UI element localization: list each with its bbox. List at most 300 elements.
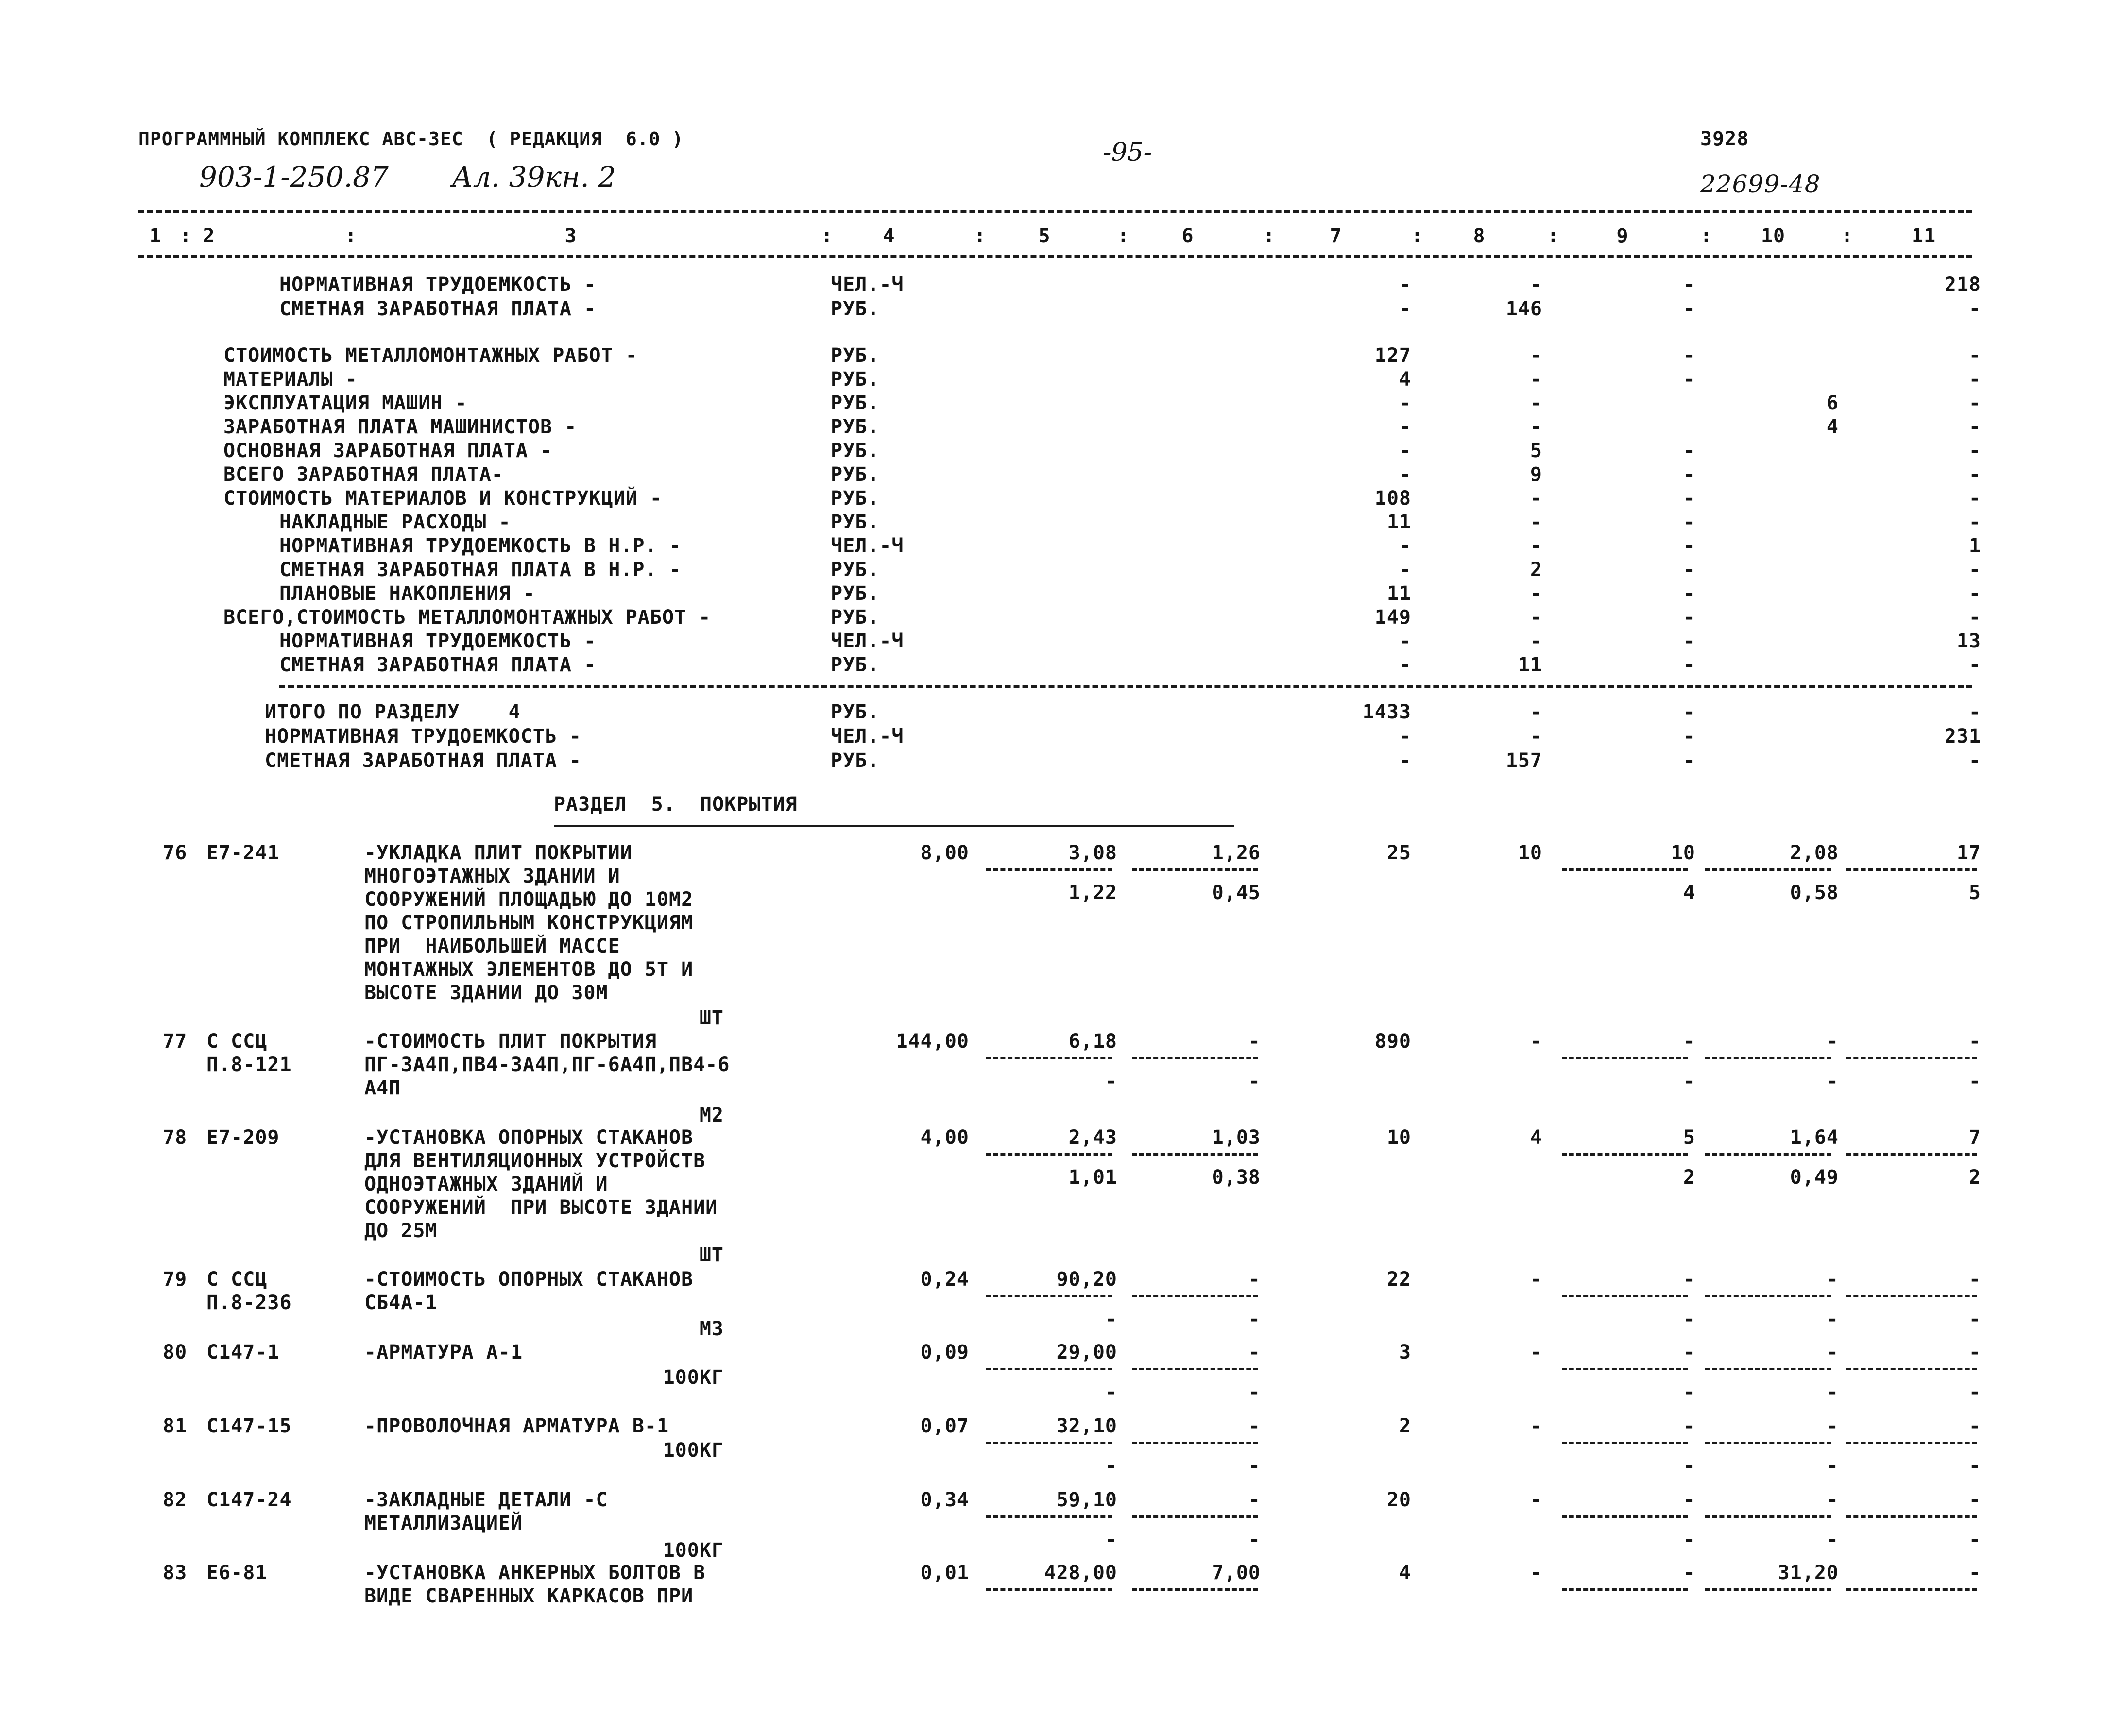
item-c5: 2,43 <box>1068 1126 1117 1149</box>
item-c4: 0,07 <box>920 1415 969 1437</box>
metal-row-c8: - <box>1530 606 1542 629</box>
labor-row-c9: - <box>1683 298 1695 320</box>
metal-row-c11: - <box>1968 416 1981 438</box>
item-c6: - <box>1248 1030 1261 1053</box>
item-subrule <box>986 1588 1112 1591</box>
item-c9: - <box>1683 1415 1695 1437</box>
labor-row-c8: 146 <box>1505 298 1542 320</box>
item-subrule <box>1846 1153 1977 1156</box>
metal-row-c9: - <box>1683 511 1695 533</box>
item-number: 81 <box>163 1415 188 1437</box>
item-c11: - <box>1968 1341 1981 1363</box>
metal-row-c8: 2 <box>1530 559 1542 581</box>
item-c10b: - <box>1826 1381 1839 1403</box>
item-c9b: 4 <box>1683 882 1695 904</box>
item-c9b: - <box>1683 1308 1695 1330</box>
item-c4: 0,24 <box>920 1268 969 1291</box>
item-c5b: - <box>1105 1455 1117 1477</box>
column-number: 6 <box>1181 225 1194 247</box>
item-c6b: - <box>1248 1529 1261 1551</box>
column-separator: : <box>1700 225 1713 247</box>
program-title: ПРОГРАММНЫЙ КОМПЛЕКС АВС-3ЕС ( РЕДАКЦИЯ 6.0 ) <box>138 128 684 150</box>
metal-row-c7: 127 <box>1374 344 1411 367</box>
metal-row-c11: - <box>1968 487 1981 510</box>
metal-row-label: СТОИМОСТЬ МАТЕРИАЛОВ И КОНСТРУКЦИЙ - <box>223 487 662 510</box>
metal-row-unit: ЧЕЛ.-Ч <box>831 535 904 557</box>
metal-row-c9: - <box>1683 559 1695 581</box>
item-c10: - <box>1826 1341 1839 1363</box>
metal-row-label: НОРМАТИВНАЯ ТРУДОЕМКОСТЬ - <box>279 630 597 652</box>
item-c9: - <box>1683 1030 1695 1053</box>
item-subrule <box>1846 1442 1977 1444</box>
item-c11: - <box>1968 1030 1981 1053</box>
item-c6b: - <box>1248 1455 1261 1477</box>
item-c9b: - <box>1683 1455 1695 1477</box>
column-separator: : <box>1263 225 1276 247</box>
total-row-c7: - <box>1399 725 1411 748</box>
item-unit: ШТ <box>699 1007 724 1029</box>
item-subrule <box>1705 1295 1831 1297</box>
item-c11: - <box>1968 1268 1981 1291</box>
metal-row-c9: - <box>1683 630 1695 652</box>
item-c9: - <box>1683 1489 1695 1511</box>
item-c5b: 1,01 <box>1068 1166 1117 1189</box>
item-c5b: - <box>1105 1308 1117 1330</box>
metal-row-c11: - <box>1968 559 1981 581</box>
metal-row-label: МАТЕРИАЛЫ - <box>223 368 358 391</box>
metal-row-c8: - <box>1530 416 1542 438</box>
item-subrule <box>986 1153 1112 1156</box>
labor-row-label: СМЕТНАЯ ЗАРАБОТНАЯ ПЛАТА - <box>279 298 597 320</box>
metal-row-unit: РУБ. <box>831 368 880 391</box>
column-number: 7 <box>1330 225 1342 247</box>
item-c6b: - <box>1248 1070 1261 1092</box>
item-description: -СТОИМОСТЬ ПЛИТ ПОКРЫТИЯ ПГ-3А4П,ПВ4-3А4П,ПГ-6А4П,ПВ4-6 А4П <box>364 1030 730 1099</box>
item-number: 82 <box>163 1489 188 1511</box>
metal-row-c7: - <box>1399 392 1411 414</box>
total-row-c8: - <box>1530 725 1542 748</box>
labor-row-unit: ЧЕЛ.-Ч <box>831 273 904 296</box>
metal-row-c11: - <box>1968 368 1981 391</box>
metal-row-c9: - <box>1683 368 1695 391</box>
labor-row-c7: - <box>1399 273 1411 296</box>
item-subrule <box>1846 1368 1977 1370</box>
sheet-code: 3928 <box>1700 128 1749 150</box>
column-separator: : <box>821 225 834 247</box>
metal-row-c10: 6 <box>1826 392 1839 414</box>
item-c7: 10 <box>1386 1126 1411 1149</box>
item-subrule <box>1132 1153 1258 1156</box>
item-c6: 7,00 <box>1212 1562 1261 1584</box>
item-c8: - <box>1530 1415 1542 1437</box>
metal-row-c7: - <box>1399 559 1411 581</box>
item-c7: 22 <box>1386 1268 1411 1291</box>
item-c11b: - <box>1968 1070 1981 1092</box>
item-subrule <box>1132 1515 1258 1518</box>
item-subrule <box>1705 1442 1831 1444</box>
item-c6: - <box>1248 1415 1261 1437</box>
item-subrule <box>1562 1515 1688 1518</box>
metal-row-label: СТОИМОСТЬ МЕТАЛЛОМОНТАЖНЫХ РАБОТ - <box>223 344 638 367</box>
item-c6: - <box>1248 1341 1261 1363</box>
item-subrule <box>1132 868 1258 871</box>
metal-row-c11: - <box>1968 654 1981 676</box>
item-c10: - <box>1826 1030 1839 1053</box>
metal-row-unit: ЧЕЛ.-Ч <box>831 630 904 652</box>
item-c9b: - <box>1683 1381 1695 1403</box>
item-c10b: 0,58 <box>1790 882 1839 904</box>
labor-row-c7: - <box>1399 298 1411 320</box>
metal-row-c8: - <box>1530 630 1542 652</box>
column-number: 10 <box>1761 225 1786 247</box>
item-subrule <box>1562 1057 1688 1059</box>
item-c6b: 0,45 <box>1212 882 1261 904</box>
metal-row-c11: - <box>1968 606 1981 629</box>
column-number: 5 <box>1038 225 1051 247</box>
item-subrule <box>1562 868 1688 871</box>
item-subrule <box>986 1515 1112 1518</box>
total-row-label: СМЕТНАЯ ЗАРАБОТНАЯ ПЛАТА - <box>265 749 582 772</box>
total-row-c8: 157 <box>1505 749 1542 772</box>
item-subrule <box>986 1295 1112 1297</box>
column-number: 4 <box>883 225 895 247</box>
item-subrule <box>1705 1153 1831 1156</box>
item-c10: 31,20 <box>1778 1562 1839 1584</box>
item-c11: - <box>1968 1415 1981 1437</box>
metal-row-c8: - <box>1530 535 1542 557</box>
item-c9: - <box>1683 1268 1695 1291</box>
metal-row-unit: РУБ. <box>831 559 880 581</box>
item-c5b: 1,22 <box>1068 882 1117 904</box>
item-c9: 10 <box>1671 842 1695 864</box>
metal-row-unit: РУБ. <box>831 606 880 629</box>
metal-row-label: НАКЛАДНЫЕ РАСХОДЫ - <box>279 511 511 533</box>
metal-row-label: ВСЕГО,СТОИМОСТЬ МЕТАЛЛОМОНТАЖНЫХ РАБОТ - <box>223 606 711 629</box>
item-subrule <box>1562 1153 1688 1156</box>
metal-row-c7: - <box>1399 654 1411 676</box>
item-c6b: - <box>1248 1381 1261 1403</box>
item-description: -УСТАНОВКА АНКЕРНЫХ БОЛТОВ В ВИДЕ СВАРЕННЫХ КАРКАСОВ ПРИ <box>364 1562 706 1607</box>
total-row-unit: ЧЕЛ.-Ч <box>831 725 904 748</box>
metal-row-c9: - <box>1683 487 1695 510</box>
item-code: С ССЦ П.8-236 <box>206 1268 292 1314</box>
item-subrule <box>1705 1368 1831 1370</box>
item-code: С147-15 <box>206 1415 292 1437</box>
item-c10: - <box>1826 1415 1839 1437</box>
item-c6: 1,26 <box>1212 842 1261 864</box>
item-c8: - <box>1530 1341 1542 1363</box>
item-c10: - <box>1826 1489 1839 1511</box>
item-c4: 0,01 <box>920 1562 969 1584</box>
item-c8: 4 <box>1530 1126 1542 1149</box>
column-number: 11 <box>1911 225 1936 247</box>
column-separator: : <box>180 225 192 247</box>
column-separator: : <box>1117 225 1130 247</box>
column-number: 2 <box>203 225 215 247</box>
metal-row-c8: - <box>1530 344 1542 367</box>
item-subrule <box>1846 1588 1977 1591</box>
metal-row-c9: - <box>1683 606 1695 629</box>
item-subrule <box>1705 1515 1831 1518</box>
total-row-label: НОРМАТИВНАЯ ТРУДОЕМКОСТЬ - <box>265 725 582 748</box>
metal-row-c8: 9 <box>1530 463 1542 486</box>
metal-row-c8: - <box>1530 368 1542 391</box>
item-subrule <box>986 868 1112 871</box>
item-subrule <box>1562 1588 1688 1591</box>
item-subrule <box>1132 1057 1258 1059</box>
item-unit: 100КГ <box>663 1366 724 1389</box>
item-c7: 4 <box>1399 1562 1411 1584</box>
metal-row-c8: 5 <box>1530 440 1542 462</box>
item-subrule <box>1562 1368 1688 1370</box>
item-c5: 90,20 <box>1056 1268 1117 1291</box>
metal-row-unit: РУБ. <box>831 463 880 486</box>
item-subrule <box>1132 1442 1258 1444</box>
item-number: 80 <box>163 1341 188 1363</box>
labor-row-c9: - <box>1683 273 1695 296</box>
item-c7: 20 <box>1386 1489 1411 1511</box>
labor-row-unit: РУБ. <box>831 298 880 320</box>
item-c11: - <box>1968 1562 1981 1584</box>
item-c7: 2 <box>1399 1415 1411 1437</box>
column-number: 1 <box>149 225 162 247</box>
item-c5: 6,18 <box>1068 1030 1117 1053</box>
metal-row-c8: - <box>1530 582 1542 605</box>
metal-row-c9: - <box>1683 654 1695 676</box>
item-c6b: - <box>1248 1308 1261 1330</box>
item-code: Е7-209 <box>206 1126 280 1149</box>
item-c10b: - <box>1826 1308 1839 1330</box>
metal-row-c7: 4 <box>1399 368 1411 391</box>
section-title: РАЗДЕЛ 5. ПОКРЫТИЯ <box>554 793 798 816</box>
item-description: -УКЛАДКА ПЛИТ ПОКРЫТИИ МНОГОЭТАЖНЫХ ЗДАНИИ И СООРУЖЕНИЙ ПЛОЩАДЬЮ ДО 10М2 ПО СТРОПИЛЬНЫМ КОНСТРУКЦИЯМ ПРИ НАИБОЛЬШЕЙ МАССЕ МОНТАЖНЫХ ЭЛЕМЕНТОВ ДО 5Т И ВЫСОТЕ ЗДАНИИ ДО 30М <box>364 842 694 1004</box>
metal-row-c9: - <box>1683 440 1695 462</box>
column-separator: : <box>1841 225 1854 247</box>
item-c4: 144,00 <box>896 1030 969 1053</box>
metal-row-c11: 13 <box>1956 630 1981 652</box>
item-c10: 2,08 <box>1790 842 1839 864</box>
item-unit: 100КГ <box>663 1439 724 1462</box>
item-subrule <box>1705 1057 1831 1059</box>
metal-row-c7: - <box>1399 463 1411 486</box>
item-subrule <box>1132 1588 1258 1591</box>
header-rule-bottom <box>138 255 1972 258</box>
item-c5: 428,00 <box>1044 1562 1117 1584</box>
item-c8: - <box>1530 1562 1542 1584</box>
metal-row-label: ПЛАНОВЫЕ НАКОПЛЕНИЯ - <box>279 582 535 605</box>
metal-row-unit: РУБ. <box>831 487 880 510</box>
item-subrule <box>1562 1442 1688 1444</box>
item-code: С147-24 <box>206 1489 292 1511</box>
item-c7: 890 <box>1374 1030 1411 1053</box>
item-c6: 1,03 <box>1212 1126 1261 1149</box>
metal-row-c11: - <box>1968 392 1981 414</box>
metal-row-c8: - <box>1530 487 1542 510</box>
item-c10b: 0,49 <box>1790 1166 1839 1189</box>
item-c11b: 2 <box>1968 1166 1981 1189</box>
metal-row-unit: РУБ. <box>831 344 880 367</box>
item-c5b: - <box>1105 1529 1117 1551</box>
metal-row-c11: - <box>1968 440 1981 462</box>
column-separator: : <box>345 225 358 247</box>
item-c5: 32,10 <box>1056 1415 1117 1437</box>
item-subrule <box>1705 868 1831 871</box>
item-c8: - <box>1530 1030 1542 1053</box>
metal-row-c7: 11 <box>1386 582 1411 605</box>
section-rule <box>279 685 1972 688</box>
header-rule-top <box>138 210 1972 213</box>
metal-row-label: СМЕТНАЯ ЗАРАБОТНАЯ ПЛАТА - <box>279 654 597 676</box>
item-number: 77 <box>163 1030 188 1053</box>
item-c8: - <box>1530 1489 1542 1511</box>
item-c11b: - <box>1968 1455 1981 1477</box>
item-c11b: 5 <box>1968 882 1981 904</box>
item-subrule <box>986 1057 1112 1059</box>
item-description: -ПРОВОЛОЧНАЯ АРМАТУРА В-1 <box>364 1415 669 1437</box>
item-c7: 25 <box>1386 842 1411 864</box>
item-description: -АРМАТУРА А-1 <box>364 1341 523 1363</box>
item-c10: 1,64 <box>1790 1126 1839 1149</box>
labor-row-c11: 218 <box>1944 273 1981 296</box>
labor-row-c11: - <box>1968 298 1981 320</box>
item-subrule <box>1705 1588 1831 1591</box>
item-c10b: - <box>1826 1455 1839 1477</box>
metal-row-label: ЗАРАБОТНАЯ ПЛАТА МАШИНИСТОВ - <box>223 416 577 438</box>
item-code: Е6-81 <box>206 1562 268 1584</box>
item-code: С147-1 <box>206 1341 280 1363</box>
item-c9b: 2 <box>1683 1166 1695 1189</box>
item-c9b: - <box>1683 1070 1695 1092</box>
item-subrule <box>986 1368 1112 1370</box>
metal-row-c9: - <box>1683 535 1695 557</box>
metal-row-label: ЭКСПЛУАТАЦИЯ МАШИН - <box>223 392 467 414</box>
item-c11b: - <box>1968 1308 1981 1330</box>
metal-row-c7: - <box>1399 440 1411 462</box>
item-code: Е7-241 <box>206 842 280 864</box>
item-c5: 3,08 <box>1068 842 1117 864</box>
item-subrule <box>1846 868 1977 871</box>
metal-row-c7: 149 <box>1374 606 1411 629</box>
item-c11: 7 <box>1968 1126 1981 1149</box>
metal-row-c11: 1 <box>1968 535 1981 557</box>
total-row-c11: - <box>1968 749 1981 772</box>
item-c5: 29,00 <box>1056 1341 1117 1363</box>
item-unit: М3 <box>699 1318 724 1340</box>
document-code: 903-1-250.87 <box>199 160 389 193</box>
item-c6b: 0,38 <box>1212 1166 1261 1189</box>
item-subrule <box>1562 1295 1688 1297</box>
page-number: -95- <box>1103 138 1152 167</box>
item-description: -ЗАКЛАДНЫЕ ДЕТАЛИ -С МЕТАЛЛИЗАЦИЕЙ <box>364 1489 608 1534</box>
column-separator: : <box>1411 225 1424 247</box>
metal-row-c7: - <box>1399 630 1411 652</box>
metal-row-c11: - <box>1968 463 1981 486</box>
metal-row-c8: - <box>1530 511 1542 533</box>
metal-row-label: ОСНОВНАЯ ЗАРАБОТНАЯ ПЛАТА - <box>223 440 553 462</box>
labor-row-label: НОРМАТИВНАЯ ТРУДОЕМКОСТЬ - <box>279 273 597 296</box>
total-row-unit: РУБ. <box>831 749 880 772</box>
item-c4: 8,00 <box>920 842 969 864</box>
item-c5: 59,10 <box>1056 1489 1117 1511</box>
metal-row-c7: 108 <box>1374 487 1411 510</box>
item-number: 76 <box>163 842 188 864</box>
metal-row-label: ВСЕГО ЗАРАБОТНАЯ ПЛАТА- <box>223 463 504 486</box>
item-c10: - <box>1826 1268 1839 1291</box>
metal-row-unit: РУБ. <box>831 392 880 414</box>
item-c8: 10 <box>1518 842 1542 864</box>
item-c10b: - <box>1826 1070 1839 1092</box>
item-c11: 17 <box>1956 842 1981 864</box>
total-row-label: ИТОГО ПО РАЗДЕЛУ 4 <box>265 701 521 723</box>
column-number: 8 <box>1473 225 1486 247</box>
total-row-c7: 1433 <box>1362 701 1411 723</box>
item-unit: ШТ <box>699 1244 724 1266</box>
item-unit: 100КГ <box>663 1539 724 1562</box>
item-number: 83 <box>163 1562 188 1584</box>
item-c10b: - <box>1826 1529 1839 1551</box>
column-number: 3 <box>564 225 577 247</box>
metal-row-label: НОРМАТИВНАЯ ТРУДОЕМКОСТЬ В Н.Р. - <box>279 535 682 557</box>
item-c7: 3 <box>1399 1341 1411 1363</box>
item-c9: - <box>1683 1562 1695 1584</box>
inventory-number: 22699-48 <box>1700 170 1821 198</box>
total-row-c9: - <box>1683 701 1695 723</box>
total-row-c9: - <box>1683 749 1695 772</box>
column-separator: : <box>1547 225 1560 247</box>
album-reference: Ал. 39кн. 2 <box>452 160 616 193</box>
item-subrule <box>1846 1515 1977 1518</box>
item-subrule <box>1846 1295 1977 1297</box>
metal-row-c7: - <box>1399 416 1411 438</box>
item-description: -УСТАНОВКА ОПОРНЫХ СТАКАНОВ ДЛЯ ВЕНТИЛЯЦИОННЫХ УСТРОЙСТВ ОДНОЭТАЖНЫХ ЗДАНИЙ И СООРУЖЕНИЙ ПРИ ВЫСОТЕ ЗДАНИИ ДО 25М <box>364 1126 718 1242</box>
item-c6: - <box>1248 1489 1261 1511</box>
item-c6: - <box>1248 1268 1261 1291</box>
item-number: 78 <box>163 1126 188 1149</box>
item-c8: - <box>1530 1268 1542 1291</box>
metal-row-label: СМЕТНАЯ ЗАРАБОТНАЯ ПЛАТА В Н.Р. - <box>279 559 682 581</box>
item-c4: 0,09 <box>920 1341 969 1363</box>
item-subrule <box>1846 1057 1977 1059</box>
item-subrule <box>1132 1368 1258 1370</box>
item-subrule <box>1132 1295 1258 1297</box>
metal-row-c10: 4 <box>1826 416 1839 438</box>
item-unit: М2 <box>699 1104 724 1126</box>
metal-row-c9: - <box>1683 344 1695 367</box>
column-number: 9 <box>1616 225 1629 247</box>
item-description: -СТОИМОСТЬ ОПОРНЫХ СТАКАНОВ СБ4А-1 <box>364 1268 694 1314</box>
item-c9: 5 <box>1683 1126 1695 1149</box>
total-row-c11: 231 <box>1944 725 1981 748</box>
metal-row-c8: 11 <box>1518 654 1542 676</box>
column-separator: : <box>974 225 987 247</box>
section-title-underline <box>554 820 1234 827</box>
item-c5b: - <box>1105 1381 1117 1403</box>
total-row-unit: РУБ. <box>831 701 880 723</box>
item-c9b: - <box>1683 1529 1695 1551</box>
metal-row-c7: - <box>1399 535 1411 557</box>
metal-row-c9: - <box>1683 582 1695 605</box>
item-c5b: - <box>1105 1070 1117 1092</box>
metal-row-unit: РУБ. <box>831 416 880 438</box>
metal-row-c7: 11 <box>1386 511 1411 533</box>
labor-row-c8: - <box>1530 273 1542 296</box>
item-c11b: - <box>1968 1529 1981 1551</box>
total-row-c8: - <box>1530 701 1542 723</box>
metal-row-unit: РУБ. <box>831 440 880 462</box>
item-c4: 0,34 <box>920 1489 969 1511</box>
metal-row-c8: - <box>1530 392 1542 414</box>
total-row-c7: - <box>1399 749 1411 772</box>
